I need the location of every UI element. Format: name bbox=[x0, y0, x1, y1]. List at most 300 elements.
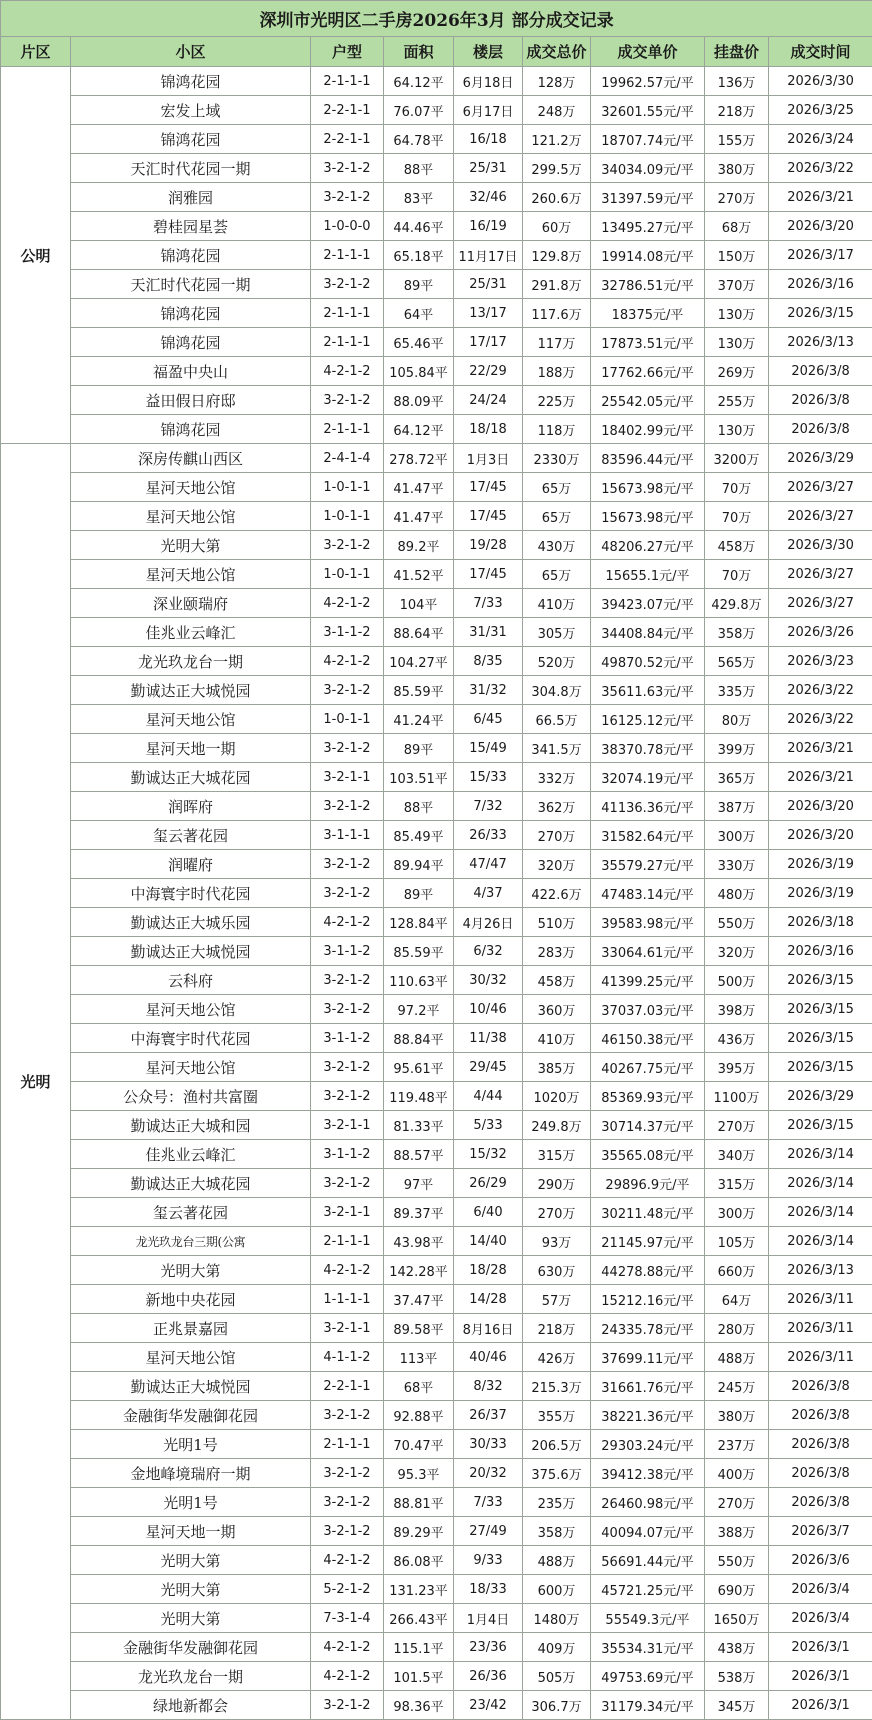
floor-cell: 26/36 bbox=[454, 1662, 523, 1691]
unit-price-cell: 34034.09元/平 bbox=[591, 154, 705, 183]
layout-cell: 2-2-1-1 bbox=[311, 125, 384, 154]
floor-cell: 1月4日 bbox=[454, 1604, 523, 1633]
community-cell: 勤诚达正大城悦园 bbox=[71, 937, 311, 966]
floor-cell: 17/45 bbox=[454, 473, 523, 502]
unit-price-cell: 39423.07元/平 bbox=[591, 589, 705, 618]
area-cell: 98.36平 bbox=[384, 1691, 454, 1720]
unit-price-cell: 37699.11元/平 bbox=[591, 1343, 705, 1372]
table-row bbox=[1, 1575, 872, 1604]
deal-date-cell: 2026/3/8 bbox=[769, 386, 872, 415]
list-price-cell: 370万 bbox=[705, 270, 769, 299]
table-row bbox=[1, 1053, 872, 1082]
table-row bbox=[1, 270, 872, 299]
total-price-cell: 315万 bbox=[523, 1140, 591, 1169]
table-row bbox=[1, 1140, 872, 1169]
unit-price-cell: 19914.08元/平 bbox=[591, 241, 705, 270]
deal-date-cell: 2026/3/8 bbox=[769, 1372, 872, 1401]
area-cell: 81.33平 bbox=[384, 1111, 454, 1140]
layout-cell: 3-1-1-1 bbox=[311, 821, 384, 850]
layout-cell: 5-2-1-2 bbox=[311, 1575, 384, 1604]
deal-date-cell: 2026/3/15 bbox=[769, 299, 872, 328]
layout-cell: 3-2-1-2 bbox=[311, 1691, 384, 1720]
unit-price-cell: 38221.36元/平 bbox=[591, 1401, 705, 1430]
community-cell: 锦鸿花园 bbox=[71, 125, 311, 154]
list-price-cell: 270万 bbox=[705, 1111, 769, 1140]
deal-date-cell: 2026/3/21 bbox=[769, 183, 872, 212]
table-row bbox=[1, 995, 872, 1024]
deal-date-cell: 2026/3/30 bbox=[769, 531, 872, 560]
list-price-cell: 436万 bbox=[705, 1024, 769, 1053]
layout-cell: 3-1-1-2 bbox=[311, 1140, 384, 1169]
total-price-cell: 426万 bbox=[523, 1343, 591, 1372]
unit-price-cell: 35534.31元/平 bbox=[591, 1633, 705, 1662]
list-price-cell: 130万 bbox=[705, 415, 769, 444]
total-price-cell: 206.5万 bbox=[523, 1430, 591, 1459]
floor-header: 楼层 bbox=[454, 37, 523, 67]
community-cell: 玺云著花园 bbox=[71, 821, 311, 850]
area-header: 面积 bbox=[384, 37, 454, 67]
deal-date-cell: 2026/3/8 bbox=[769, 1401, 872, 1430]
list-price-cell: 245万 bbox=[705, 1372, 769, 1401]
list-price-cell: 429.8万 bbox=[705, 589, 769, 618]
area-cell: 65.46平 bbox=[384, 328, 454, 357]
district-cell: 光明 bbox=[1, 444, 71, 1720]
layout-cell: 3-2-1-2 bbox=[311, 1401, 384, 1430]
list-price-cell: 690万 bbox=[705, 1575, 769, 1604]
unit-price-header: 成交单价 bbox=[591, 37, 705, 67]
total-price-cell: 306.7万 bbox=[523, 1691, 591, 1720]
table-row bbox=[1, 473, 872, 502]
unit-price-cell: 49870.52元/平 bbox=[591, 647, 705, 676]
unit-price-cell: 41399.25元/平 bbox=[591, 966, 705, 995]
total-price-cell: 630万 bbox=[523, 1256, 591, 1285]
total-price-cell: 188万 bbox=[523, 357, 591, 386]
unit-price-cell: 18402.99元/平 bbox=[591, 415, 705, 444]
unit-price-cell: 18375元/平 bbox=[591, 299, 705, 328]
floor-cell: 6/45 bbox=[454, 705, 523, 734]
community-cell: 锦鸿花园 bbox=[71, 415, 311, 444]
area-cell: 89平 bbox=[384, 734, 454, 763]
deal-date-cell: 2026/3/15 bbox=[769, 995, 872, 1024]
table-row bbox=[1, 328, 872, 357]
community-cell: 中海寰宇时代花园 bbox=[71, 1024, 311, 1053]
floor-cell: 31/32 bbox=[454, 676, 523, 705]
floor-cell: 7/32 bbox=[454, 792, 523, 821]
total-price-cell: 270万 bbox=[523, 1198, 591, 1227]
floor-cell: 5/33 bbox=[454, 1111, 523, 1140]
community-cell: 光明大第 bbox=[71, 1546, 311, 1575]
total-price-cell: 66.5万 bbox=[523, 705, 591, 734]
deal-date-cell: 2026/3/15 bbox=[769, 1111, 872, 1140]
deal-date-cell: 2026/3/14 bbox=[769, 1198, 872, 1227]
floor-cell: 25/31 bbox=[454, 270, 523, 299]
unit-price-cell: 56691.44元/平 bbox=[591, 1546, 705, 1575]
deal-date-cell: 2026/3/4 bbox=[769, 1604, 872, 1633]
unit-price-cell: 18707.74元/平 bbox=[591, 125, 705, 154]
layout-cell: 3-2-1-2 bbox=[311, 850, 384, 879]
total-price-cell: 410万 bbox=[523, 589, 591, 618]
table-row bbox=[1, 589, 872, 618]
unit-price-cell: 24335.78元/平 bbox=[591, 1314, 705, 1343]
community-cell: 龙光玖龙台一期 bbox=[71, 1662, 311, 1691]
table-row bbox=[1, 415, 872, 444]
deal-date-cell: 2026/3/13 bbox=[769, 328, 872, 357]
floor-cell: 8/35 bbox=[454, 647, 523, 676]
total-price-cell: 305万 bbox=[523, 618, 591, 647]
area-cell: 64.78平 bbox=[384, 125, 454, 154]
floor-cell: 11月17日 bbox=[454, 241, 523, 270]
table-row bbox=[1, 1372, 872, 1401]
area-cell: 76.07平 bbox=[384, 96, 454, 125]
deal-date-cell: 2026/3/8 bbox=[769, 357, 872, 386]
deal-date-cell: 2026/3/11 bbox=[769, 1314, 872, 1343]
deal-date-cell: 2026/3/20 bbox=[769, 792, 872, 821]
community-cell: 龙光玖龙台三期(公寓 bbox=[71, 1227, 311, 1256]
floor-cell: 26/37 bbox=[454, 1401, 523, 1430]
total-price-cell: 385万 bbox=[523, 1053, 591, 1082]
layout-cell: 4-2-1-2 bbox=[311, 1546, 384, 1575]
community-cell: 光明1号 bbox=[71, 1488, 311, 1517]
layout-cell: 4-2-1-2 bbox=[311, 1662, 384, 1691]
area-cell: 83平 bbox=[384, 183, 454, 212]
community-cell: 勤诚达正大城花园 bbox=[71, 1169, 311, 1198]
deal-date-cell: 2026/3/24 bbox=[769, 125, 872, 154]
area-cell: 97平 bbox=[384, 1169, 454, 1198]
community-cell: 新地中央花园 bbox=[71, 1285, 311, 1314]
unit-price-cell: 45721.25元/平 bbox=[591, 1575, 705, 1604]
unit-price-cell: 55549.3元/平 bbox=[591, 1604, 705, 1633]
area-cell: 131.23平 bbox=[384, 1575, 454, 1604]
deal-date-cell: 2026/3/25 bbox=[769, 96, 872, 125]
floor-cell: 18/28 bbox=[454, 1256, 523, 1285]
unit-price-cell: 15212.16元/平 bbox=[591, 1285, 705, 1314]
list-price-cell: 380万 bbox=[705, 1401, 769, 1430]
title-row bbox=[1, 1, 872, 37]
layout-cell: 4-2-1-2 bbox=[311, 589, 384, 618]
community-cell: 星河天地一期 bbox=[71, 734, 311, 763]
unit-price-cell: 31179.34元/平 bbox=[591, 1691, 705, 1720]
floor-cell: 23/42 bbox=[454, 1691, 523, 1720]
deal-date-cell: 2026/3/15 bbox=[769, 966, 872, 995]
list-price-cell: 330万 bbox=[705, 850, 769, 879]
total-price-cell: 362万 bbox=[523, 792, 591, 821]
total-price-cell: 358万 bbox=[523, 1517, 591, 1546]
layout-cell: 3-2-1-2 bbox=[311, 270, 384, 299]
deal-date-cell: 2026/3/8 bbox=[769, 1430, 872, 1459]
community-cell: 宏发上域 bbox=[71, 96, 311, 125]
layout-cell: 3-1-1-2 bbox=[311, 618, 384, 647]
district-cell: 公明 bbox=[1, 67, 71, 444]
area-cell: 85.49平 bbox=[384, 821, 454, 850]
table-row bbox=[1, 1285, 872, 1314]
area-cell: 95.3平 bbox=[384, 1459, 454, 1488]
total-price-cell: 65万 bbox=[523, 560, 591, 589]
floor-cell: 25/31 bbox=[454, 154, 523, 183]
layout-cell: 1-0-1-1 bbox=[311, 560, 384, 589]
community-cell: 润雅园 bbox=[71, 183, 311, 212]
total-price-cell: 410万 bbox=[523, 1024, 591, 1053]
floor-cell: 32/46 bbox=[454, 183, 523, 212]
table-row bbox=[1, 792, 872, 821]
list-price-cell: 387万 bbox=[705, 792, 769, 821]
layout-cell: 2-1-1-1 bbox=[311, 415, 384, 444]
unit-price-cell: 40094.07元/平 bbox=[591, 1517, 705, 1546]
unit-price-cell: 15673.98元/平 bbox=[591, 502, 705, 531]
list-price-cell: 340万 bbox=[705, 1140, 769, 1169]
table-row bbox=[1, 1169, 872, 1198]
deal-date-cell: 2026/3/16 bbox=[769, 937, 872, 966]
floor-cell: 6月17日 bbox=[454, 96, 523, 125]
list-price-cell: 395万 bbox=[705, 1053, 769, 1082]
area-cell: 41.52平 bbox=[384, 560, 454, 589]
table-row bbox=[1, 879, 872, 908]
total-price-cell: 128万 bbox=[523, 67, 591, 96]
table-row bbox=[1, 1227, 872, 1256]
deal-date-cell: 2026/3/20 bbox=[769, 212, 872, 241]
deal-date-cell: 2026/3/4 bbox=[769, 1575, 872, 1604]
layout-cell: 3-2-1-2 bbox=[311, 1082, 384, 1111]
layout-cell: 3-2-1-2 bbox=[311, 676, 384, 705]
layout-cell: 1-0-1-1 bbox=[311, 502, 384, 531]
total-price-cell: 218万 bbox=[523, 1314, 591, 1343]
deal-date-cell: 2026/3/20 bbox=[769, 821, 872, 850]
list-price-cell: 218万 bbox=[705, 96, 769, 125]
area-cell: 65.18平 bbox=[384, 241, 454, 270]
community-cell: 玺云著花园 bbox=[71, 1198, 311, 1227]
table-row bbox=[1, 67, 872, 96]
table-row bbox=[1, 125, 872, 154]
unit-price-cell: 34408.84元/平 bbox=[591, 618, 705, 647]
community-cell: 金地峰境瑞府一期 bbox=[71, 1459, 311, 1488]
total-price-cell: 235万 bbox=[523, 1488, 591, 1517]
layout-cell: 1-1-1-1 bbox=[311, 1285, 384, 1314]
unit-price-cell: 41136.36元/平 bbox=[591, 792, 705, 821]
area-cell: 89.37平 bbox=[384, 1198, 454, 1227]
unit-price-cell: 44278.88元/平 bbox=[591, 1256, 705, 1285]
floor-cell: 22/29 bbox=[454, 357, 523, 386]
deal-date-cell: 2026/3/22 bbox=[769, 705, 872, 734]
area-cell: 86.08平 bbox=[384, 1546, 454, 1575]
floor-cell: 9/33 bbox=[454, 1546, 523, 1575]
floor-cell: 27/49 bbox=[454, 1517, 523, 1546]
table-row bbox=[1, 676, 872, 705]
total-price-cell: 225万 bbox=[523, 386, 591, 415]
table-row bbox=[1, 821, 872, 850]
community-cell: 深业颐瑞府 bbox=[71, 589, 311, 618]
layout-cell: 4-2-1-2 bbox=[311, 908, 384, 937]
list-price-cell: 388万 bbox=[705, 1517, 769, 1546]
community-cell: 星河天地一期 bbox=[71, 1517, 311, 1546]
table-row bbox=[1, 1488, 872, 1517]
table-title: 深圳市光明区二手房2026年3月 部分成交记录 bbox=[1, 1, 872, 37]
table-row bbox=[1, 357, 872, 386]
layout-cell: 3-2-1-1 bbox=[311, 763, 384, 792]
deal-date-cell: 2026/3/29 bbox=[769, 444, 872, 473]
table-row bbox=[1, 154, 872, 183]
community-cell: 星河天地公馆 bbox=[71, 705, 311, 734]
area-cell: 68平 bbox=[384, 1372, 454, 1401]
deal-date-cell: 2026/3/7 bbox=[769, 1517, 872, 1546]
floor-cell: 8月16日 bbox=[454, 1314, 523, 1343]
community-cell: 锦鸿花园 bbox=[71, 299, 311, 328]
layout-cell: 3-2-1-2 bbox=[311, 879, 384, 908]
floor-cell: 6月18日 bbox=[454, 67, 523, 96]
table-row bbox=[1, 763, 872, 792]
community-cell: 润晖府 bbox=[71, 792, 311, 821]
community-cell: 佳兆业云峰汇 bbox=[71, 618, 311, 647]
deal-date-cell: 2026/3/1 bbox=[769, 1691, 872, 1720]
table-row bbox=[1, 647, 872, 676]
floor-cell: 29/45 bbox=[454, 1053, 523, 1082]
list-price-cell: 398万 bbox=[705, 995, 769, 1024]
unit-price-cell: 16125.12元/平 bbox=[591, 705, 705, 734]
deal-date-cell: 2026/3/22 bbox=[769, 154, 872, 183]
deal-date-cell: 2026/3/11 bbox=[769, 1343, 872, 1372]
table-row bbox=[1, 1024, 872, 1053]
area-cell: 88.84平 bbox=[384, 1024, 454, 1053]
area-cell: 266.43平 bbox=[384, 1604, 454, 1633]
unit-price-cell: 35565.08元/平 bbox=[591, 1140, 705, 1169]
table-row bbox=[1, 1459, 872, 1488]
table-body bbox=[1, 67, 872, 1720]
deal-date-cell: 2026/3/8 bbox=[769, 1488, 872, 1517]
total-price-cell: 355万 bbox=[523, 1401, 591, 1430]
layout-cell: 2-1-1-1 bbox=[311, 1430, 384, 1459]
deal-date-cell: 2026/3/15 bbox=[769, 1024, 872, 1053]
list-price-cell: 237万 bbox=[705, 1430, 769, 1459]
floor-cell: 19/28 bbox=[454, 531, 523, 560]
community-cell: 星河天地公馆 bbox=[71, 473, 311, 502]
layout-cell: 3-2-1-2 bbox=[311, 1517, 384, 1546]
total-price-cell: 290万 bbox=[523, 1169, 591, 1198]
community-cell: 中海寰宇时代花园 bbox=[71, 879, 311, 908]
total-price-cell: 332万 bbox=[523, 763, 591, 792]
table-row bbox=[1, 1662, 872, 1691]
deal-date-cell: 2026/3/22 bbox=[769, 676, 872, 705]
layout-cell: 3-2-1-1 bbox=[311, 1314, 384, 1343]
unit-price-cell: 48206.27元/平 bbox=[591, 531, 705, 560]
area-cell: 41.47平 bbox=[384, 502, 454, 531]
community-cell: 佳兆业云峰汇 bbox=[71, 1140, 311, 1169]
area-cell: 88.09平 bbox=[384, 386, 454, 415]
layout-cell: 3-2-1-2 bbox=[311, 1053, 384, 1082]
community-cell: 润曜府 bbox=[71, 850, 311, 879]
deal-date-cell: 2026/3/1 bbox=[769, 1633, 872, 1662]
community-cell: 锦鸿花园 bbox=[71, 67, 311, 96]
list-price-cell: 255万 bbox=[705, 386, 769, 415]
list-price-cell: 358万 bbox=[705, 618, 769, 647]
area-cell: 89平 bbox=[384, 879, 454, 908]
unit-price-cell: 31582.64元/平 bbox=[591, 821, 705, 850]
deal-date-cell: 2026/3/1 bbox=[769, 1662, 872, 1691]
area-cell: 110.63平 bbox=[384, 966, 454, 995]
unit-price-cell: 85369.93元/平 bbox=[591, 1082, 705, 1111]
total-price-header: 成交总价 bbox=[523, 37, 591, 67]
list-price-cell: 105万 bbox=[705, 1227, 769, 1256]
table-row bbox=[1, 1198, 872, 1227]
list-price-cell: 64万 bbox=[705, 1285, 769, 1314]
table-row bbox=[1, 386, 872, 415]
unit-price-cell: 46150.38元/平 bbox=[591, 1024, 705, 1053]
unit-price-cell: 15655.1元/平 bbox=[591, 560, 705, 589]
floor-cell: 26/29 bbox=[454, 1169, 523, 1198]
deal-date-cell: 2026/3/8 bbox=[769, 415, 872, 444]
deal-date-cell: 2026/3/15 bbox=[769, 1053, 872, 1082]
area-cell: 88.57平 bbox=[384, 1140, 454, 1169]
unit-price-cell: 31397.59元/平 bbox=[591, 183, 705, 212]
list-price-cell: 300万 bbox=[705, 1198, 769, 1227]
unit-price-cell: 83596.44元/平 bbox=[591, 444, 705, 473]
total-price-cell: 430万 bbox=[523, 531, 591, 560]
table-row bbox=[1, 183, 872, 212]
deal-date-cell: 2026/3/21 bbox=[769, 763, 872, 792]
community-cell: 锦鸿花园 bbox=[71, 241, 311, 270]
area-cell: 41.47平 bbox=[384, 473, 454, 502]
total-price-cell: 505万 bbox=[523, 1662, 591, 1691]
total-price-cell: 117万 bbox=[523, 328, 591, 357]
layout-cell: 2-2-1-1 bbox=[311, 96, 384, 125]
area-cell: 88平 bbox=[384, 154, 454, 183]
floor-cell: 47/47 bbox=[454, 850, 523, 879]
deal-date-cell: 2026/3/17 bbox=[769, 241, 872, 270]
community-cell: 星河天地公馆 bbox=[71, 560, 311, 589]
layout-cell: 3-2-1-2 bbox=[311, 1488, 384, 1517]
community-cell: 正兆景嘉园 bbox=[71, 1314, 311, 1343]
table-row bbox=[1, 560, 872, 589]
floor-cell: 40/46 bbox=[454, 1343, 523, 1372]
list-price-cell: 480万 bbox=[705, 879, 769, 908]
unit-price-cell: 32786.51元/平 bbox=[591, 270, 705, 299]
list-price-cell: 3200万 bbox=[705, 444, 769, 473]
total-price-cell: 341.5万 bbox=[523, 734, 591, 763]
total-price-cell: 270万 bbox=[523, 821, 591, 850]
table-row bbox=[1, 299, 872, 328]
layout-cell: 2-1-1-1 bbox=[311, 241, 384, 270]
deal-date-cell: 2026/3/27 bbox=[769, 589, 872, 618]
layout-cell: 2-1-1-1 bbox=[311, 1227, 384, 1256]
list-price-cell: 1650万 bbox=[705, 1604, 769, 1633]
layout-cell: 3-2-1-1 bbox=[311, 1111, 384, 1140]
unit-price-cell: 33064.61元/平 bbox=[591, 937, 705, 966]
layout-cell: 3-2-1-2 bbox=[311, 995, 384, 1024]
total-price-cell: 283万 bbox=[523, 937, 591, 966]
area-cell: 85.59平 bbox=[384, 937, 454, 966]
list-price-cell: 280万 bbox=[705, 1314, 769, 1343]
community-cell: 勤诚达正大城花园 bbox=[71, 763, 311, 792]
area-cell: 64平 bbox=[384, 299, 454, 328]
unit-price-cell: 29303.24元/平 bbox=[591, 1430, 705, 1459]
floor-cell: 17/17 bbox=[454, 328, 523, 357]
layout-cell: 3-2-1-2 bbox=[311, 1459, 384, 1488]
floor-cell: 15/49 bbox=[454, 734, 523, 763]
area-cell: 64.12平 bbox=[384, 415, 454, 444]
area-cell: 128.84平 bbox=[384, 908, 454, 937]
area-cell: 119.48平 bbox=[384, 1082, 454, 1111]
list-price-cell: 300万 bbox=[705, 821, 769, 850]
unit-price-cell: 25542.05元/平 bbox=[591, 386, 705, 415]
total-price-cell: 215.3万 bbox=[523, 1372, 591, 1401]
area-cell: 95.61平 bbox=[384, 1053, 454, 1082]
table-row bbox=[1, 531, 872, 560]
table-row bbox=[1, 705, 872, 734]
floor-cell: 8/32 bbox=[454, 1372, 523, 1401]
unit-price-cell: 40267.75元/平 bbox=[591, 1053, 705, 1082]
area-cell: 89.29平 bbox=[384, 1517, 454, 1546]
deal-date-cell: 2026/3/16 bbox=[769, 270, 872, 299]
total-price-cell: 65万 bbox=[523, 473, 591, 502]
table-row bbox=[1, 966, 872, 995]
list-price-cell: 80万 bbox=[705, 705, 769, 734]
